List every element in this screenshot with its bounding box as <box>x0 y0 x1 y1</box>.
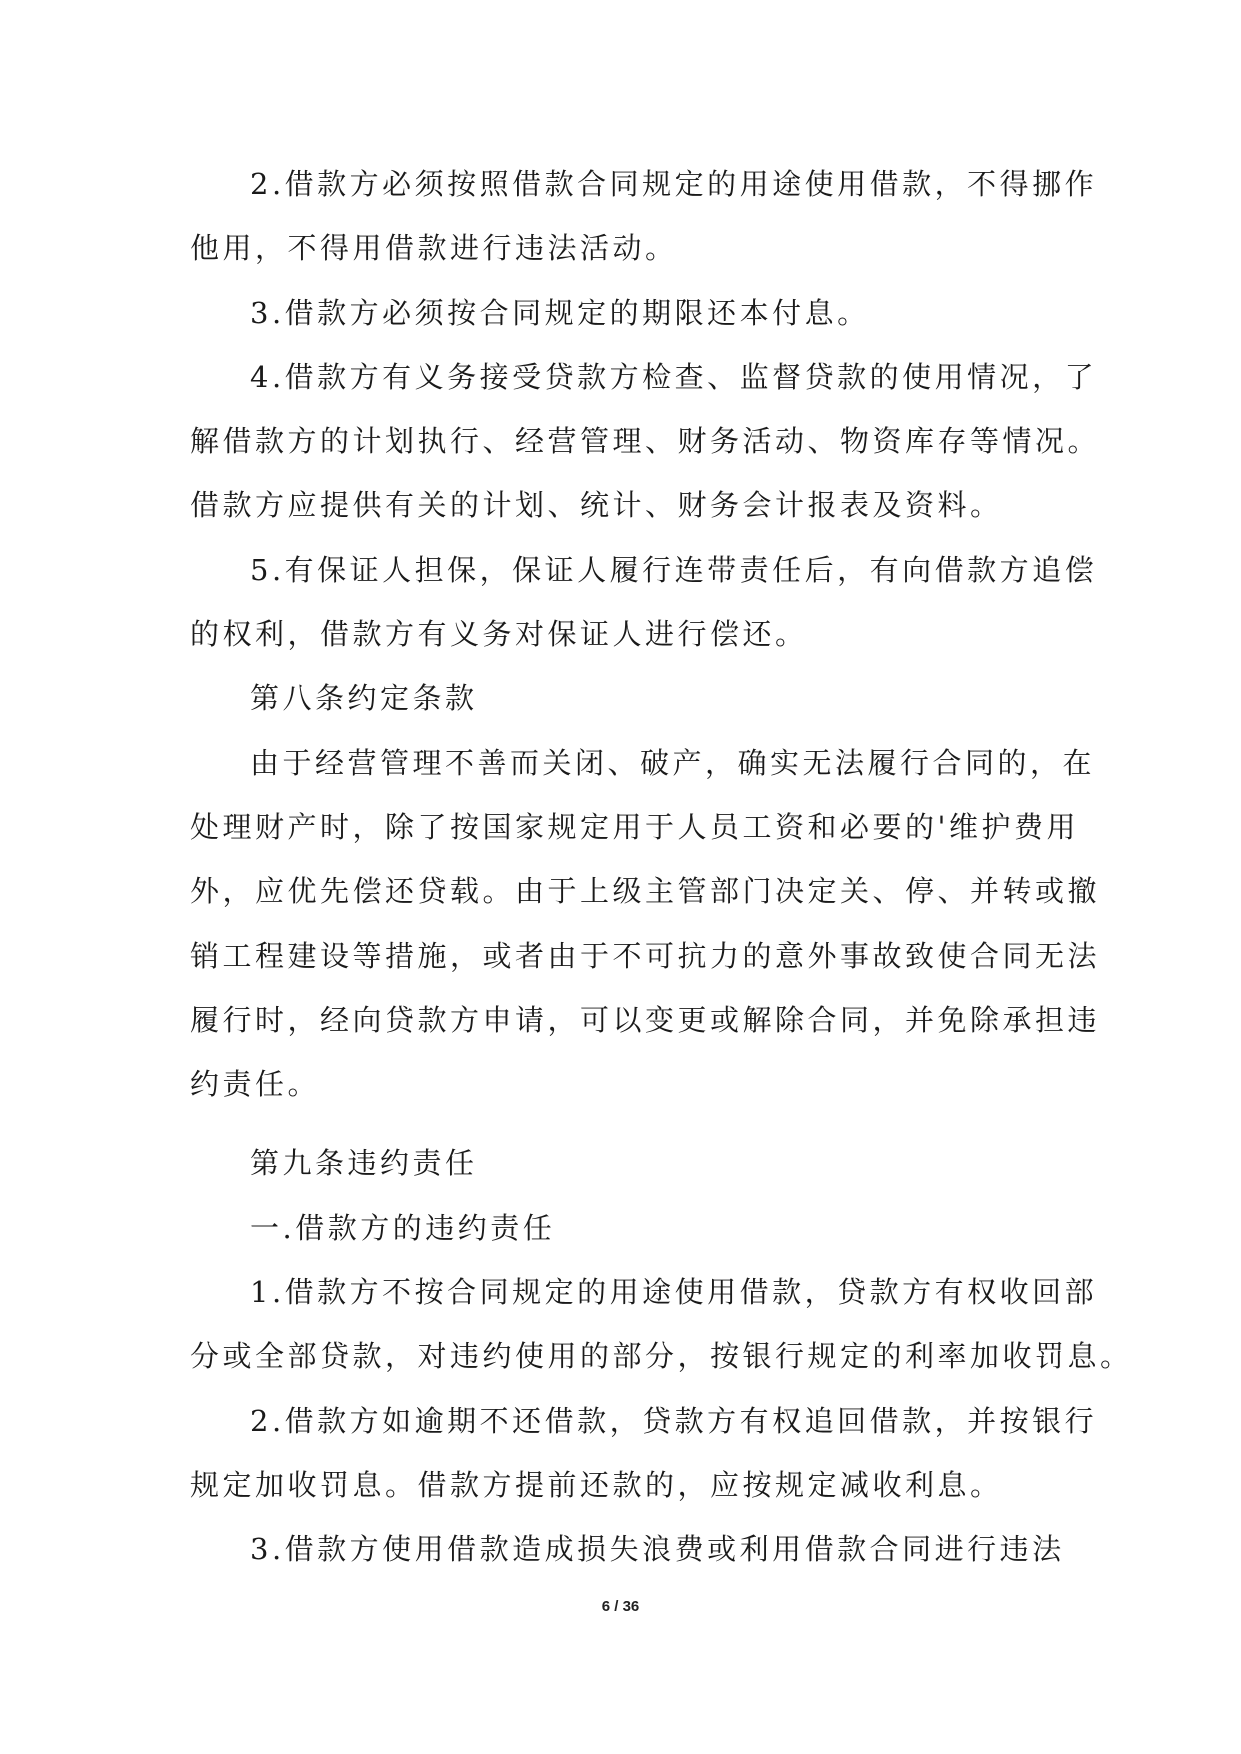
document-body <box>190 152 1133 1582</box>
text-line: 3.借款方必须按合同规定的期限还本付息。 <box>250 295 870 330</box>
text-line: 解借款方的计划执行、经营管理、财务活动、物资库存等情况。 <box>190 424 1101 459</box>
text-line: 1.借款方不按合同规定的用途使用借款，贷款方有权收回部 <box>250 1275 1098 1310</box>
text-line: 2.借款方必须按照借款合同规定的用途使用借款，不得挪作 <box>250 167 1098 201</box>
text-line: 规定加收罚息。借款方提前还款的，应按规定减收利息。 <box>190 1467 1003 1502</box>
text-line: 销工程建设等措施，或者由于不可抗力的意外事故致使合同无法 <box>190 938 1101 973</box>
text-line: 履行时，经向贷款方申请，可以变更或解除合同，并免除承担违 <box>190 1002 1101 1037</box>
text-line: 5.有保证人担保，保证人履行连带责任后，有向借款方追偿 <box>250 552 1098 587</box>
text-line: 约责任。 <box>190 1067 321 1102</box>
section-heading: 第八条约定条款 <box>250 681 478 716</box>
page-number: 6 / 36 <box>601 1598 640 1615</box>
text-line: 外，应优先偿还贷载。由于上级主管部门决定关、停、并转或撤 <box>190 874 1101 909</box>
subsection-heading: 一.借款方的违约责任 <box>250 1210 556 1245</box>
text-line: 分或全部贷款，对违约使用的部分，按银行规定的利率加收罚息。 <box>190 1339 1133 1374</box>
text-line: 由于经营管理不善而关闭、破产，确实无法履行合同的，在 <box>250 745 1096 780</box>
text-line: 3.借款方使用借款造成损失浪费或利用借款合同进行违法 <box>250 1532 1065 1567</box>
text-line: 4.借款方有义务接受贷款方检查、监督贷款的使用情况，了 <box>250 359 1098 394</box>
text-line: 他用，不得用借款进行违法活动。 <box>190 231 678 266</box>
text-line: 2.借款方如逾期不还借款，贷款方有权追回借款，并按银行 <box>250 1403 1098 1438</box>
section-heading: 第九条违约责任 <box>250 1146 478 1181</box>
text-line: 的权利，借款方有义务对保证人进行偿还。 <box>190 617 808 652</box>
text-line: 借款方应提供有关的计划、统计、财务会计报表及资料。 <box>190 488 1003 523</box>
text-line: 处理财产时，除了按国家规定用于人员工资和必要的'维护费用 <box>190 809 1079 844</box>
